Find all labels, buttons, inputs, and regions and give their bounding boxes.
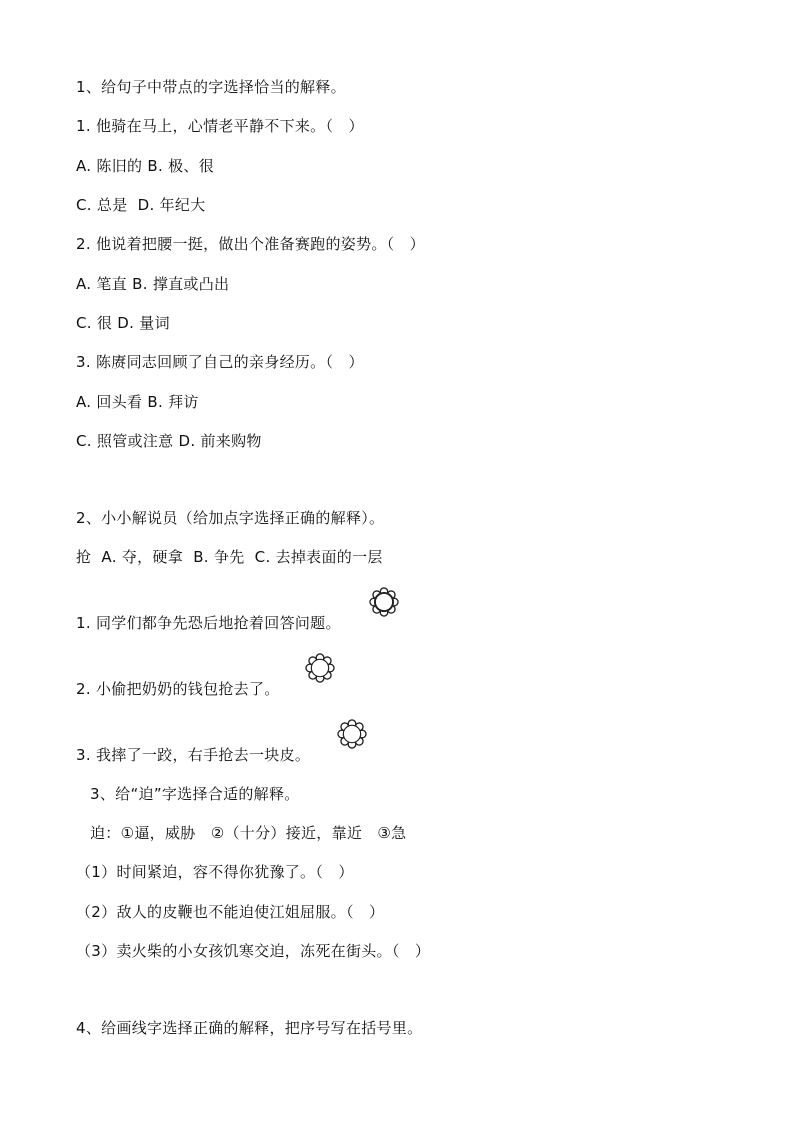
section-2-sentence-1: 1. 同学们都争先恐后地抢着回答问题。 xyxy=(76,614,341,632)
section-3-heading: 3、给“迫”字选择合适的解释。 xyxy=(90,785,300,803)
section-2-sentence-3: 3. 我摔了一跤，右手抢去一块皮。 xyxy=(76,746,311,764)
flower-answer-circle-icon[interactable] xyxy=(335,717,369,751)
section-3-sentence-3: （3）卖火柴的小女孩饥寒交迫，冻死在街头。（ ） xyxy=(76,942,431,960)
flower-answer-circle-icon[interactable] xyxy=(367,585,401,619)
section-3-sentence-2: （2）敌人的皮鞭也不能迫使江姐屈服。（ ） xyxy=(76,903,385,921)
section-1-question-2: 2. 他说着把腰一挺，做出个准备赛跑的姿势。（ ） xyxy=(76,235,425,253)
section-1-heading: 1、给句子中带点的字选择恰当的解释。 xyxy=(76,78,346,96)
section-2-sentence-2: 2. 小偷把奶奶的钱包抢去了。 xyxy=(76,680,280,698)
flower-answer-circle-icon[interactable] xyxy=(303,651,337,685)
section-3-definition: 迫：①逼，威胁 ②（十分）接近，靠近 ③急 xyxy=(90,824,407,842)
section-1-question-1: 1. 他骑在马上，心情老平静不下来。（ ） xyxy=(76,117,364,135)
section-2-definition: 抢 A. 夺，硬拿 B. 争先 C. 去掉表面的一层 xyxy=(76,548,383,566)
section-1-question-1-options-a-b: A. 陈旧的 B. 极、很 xyxy=(76,157,215,175)
section-1-question-3-options-a-b: A. 回头看 B. 拜访 xyxy=(76,393,199,411)
section-1-question-3: 3. 陈赓同志回顾了自己的亲身经历。（ ） xyxy=(76,353,364,371)
section-1-question-2-options-a-b: A. 笔直 B. 撑直或凸出 xyxy=(76,275,230,293)
section-1-question-1-options-c-d: C. 总是 D. 年纪大 xyxy=(76,196,206,214)
section-4-heading: 4、给画线字选择正确的解释，把序号写在括号里。 xyxy=(76,1019,423,1037)
section-1-question-2-options-c-d: C. 很 D. 量词 xyxy=(76,314,170,332)
section-1-question-3-options-c-d: C. 照管或注意 D. 前来购物 xyxy=(76,432,262,450)
section-3-sentence-1: （1）时间紧迫，容不得你犹豫了。（ ） xyxy=(76,863,354,881)
section-2-heading: 2、小小解说员（给加点字选择正确的解释）。 xyxy=(76,509,385,527)
